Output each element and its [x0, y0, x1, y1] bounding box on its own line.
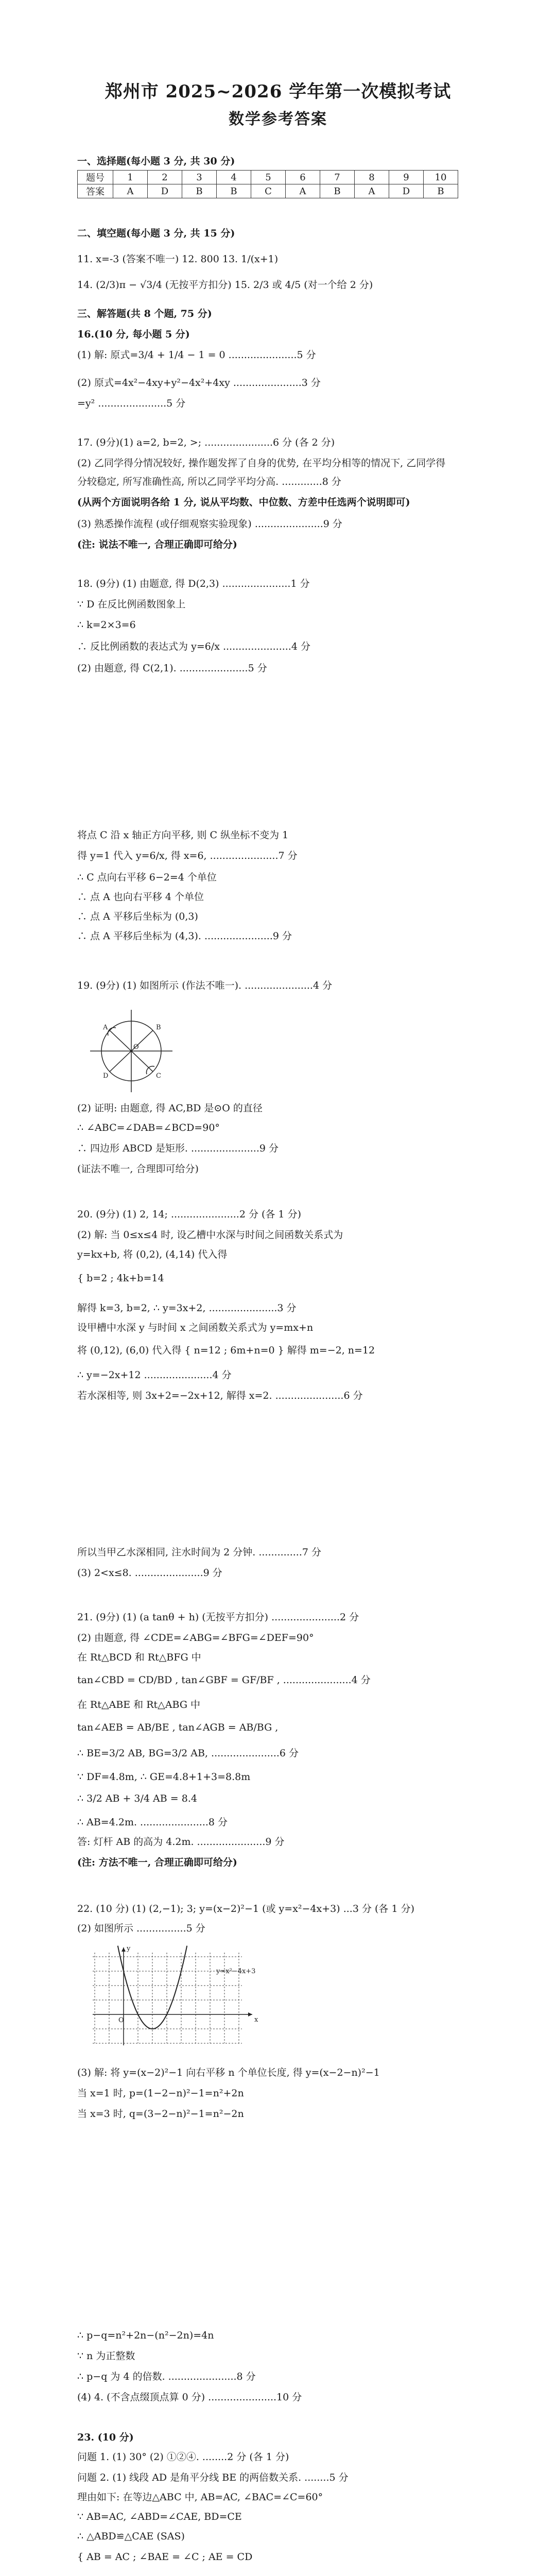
- answer-line: 在 Rt△ABE 和 Rt△ABG 中: [77, 1699, 201, 1710]
- table-cell: D: [148, 184, 182, 198]
- answer-line: y=kx+b, 将 (0,2), (4,14) 代入得: [77, 1249, 228, 1260]
- table-cell: C: [251, 184, 286, 198]
- answer-table: [77, 170, 458, 198]
- table-cell: 3: [182, 171, 217, 184]
- answer-line: 解得 k=3, b=2, ∴ y=3x+2, ......................3 分: [77, 1302, 297, 1314]
- answer-line: 若水深相等, 则 3x+2=−2x+12, 解得 x=2. ......................6 分: [77, 1390, 363, 1401]
- answer-line: 19. (9分) (1) 如图所示 (作法不唯一). ......................4 分: [77, 980, 333, 991]
- answer-line: ∴ BE=3/2 AB, BG=3/2 AB, ......................6 分: [77, 1748, 299, 1759]
- grading-note: (注: 说法不唯一, 合理正确即可给分): [77, 539, 237, 550]
- section3-heading: 三、解答题(共 8 个题, 75 分): [77, 308, 212, 319]
- section1-heading: 一、选择题(每小题 3 分, 共 30 分): [77, 156, 235, 167]
- answer-line: 22. (10 分) (1) (2,−1); 3; y=(x−2)²−1 (或 y=x²−4x+3) ...3 分 (各 1 分): [77, 1903, 414, 1914]
- table-row: [78, 184, 458, 198]
- answer-line: ∴ △ABD≌△CAE (SAS): [77, 2531, 185, 2542]
- exam-subtitle: 数学参考答案: [229, 110, 327, 128]
- svg-text:y: y: [127, 1945, 131, 1953]
- answer-line: 将 (0,12), (6,0) 代入得 { n=12 ; 6m+n=0 } 解得 m=−2, n=12: [77, 1345, 375, 1356]
- table-cell: A: [355, 184, 389, 198]
- answer-line: 答: 灯杆 AB 的高为 4.2m. ......................9 分: [77, 1836, 285, 1848]
- answer-line: tan∠AEB = AB/BE , tan∠AGB = AB/BG ,: [77, 1722, 279, 1733]
- answer-line: (3) 解: 将 y=(x−2)²−1 向右平移 n 个单位长度, 得 y=(x−2−n)²−1: [77, 2067, 380, 2078]
- answer-line: { AB = AC ; ∠BAE = ∠C ; AE = CD: [77, 2551, 253, 2563]
- answer-line: (2) 原式=4x²−4xy+y²−4x²+4xy ......................3 分: [77, 377, 321, 388]
- answer-line: 分较稳定, 所写准确性高, 所以乙同学平均分高. .............8 分: [77, 476, 341, 487]
- table-cell: 6: [286, 171, 320, 184]
- grading-note: (注: 方法不唯一, 合理正确即可给分): [77, 1857, 237, 1868]
- q16-heading: 16.(10 分, 每小题 5 分): [77, 329, 190, 340]
- answer-line: { b=2 ; 4k+b=14: [77, 1273, 164, 1284]
- answer-line: ∵ n 为正整数: [77, 2350, 135, 2362]
- circle-construction-figure: [80, 1005, 183, 1097]
- answer-line: ∵ D 在反比例函数图象上: [77, 599, 186, 610]
- answer-line: ∵ AB=AC, ∠ABD=∠CAE, BD=CE: [77, 2511, 242, 2522]
- svg-text:x: x: [254, 2016, 258, 2024]
- table-cell: 7: [320, 171, 355, 184]
- answer-line: 问题 1. (1) 30° (2) ①②④. ........2 分 (各 1 分): [77, 2451, 289, 2463]
- table-cell: 题号: [78, 171, 113, 184]
- table-cell: 答案: [78, 184, 113, 198]
- fill-line: 14. (2/3)π − √3/4 (无按平方扣分) 15. 2/3 或 4/5 (对一个给 2 分): [77, 279, 373, 291]
- table-cell: A: [286, 184, 320, 198]
- answer-line: ∴ p−q=n²+2n−(n²−2n)=4n: [77, 2330, 214, 2341]
- answer-line: 20. (9分) (1) 2, 14; ......................2 分 (各 1 分): [77, 1209, 301, 1220]
- answer-line: ∴ AB=4.2m. ......................8 分: [77, 1817, 228, 1828]
- answer-line: (2) 证明: 由题意, 得 AC,BD 是⊙O 的直径: [77, 1103, 263, 1114]
- answer-line: (1) 解: 原式=3/4 + 1/4 − 1 = 0 ......................5 分: [77, 349, 316, 361]
- svg-text:B: B: [156, 1024, 161, 1031]
- answer-line: (2) 乙同学得分情况较好, 操作题发挥了自身的优势, 在平均分相等的情况下, 乙同学得: [77, 457, 446, 469]
- answer-line: (3) 熟悉操作流程 (或仔细观察实验现象) ......................9 分: [77, 518, 342, 530]
- q23-heading: 23. (10 分): [77, 2432, 134, 2443]
- table-row: [78, 171, 458, 184]
- grading-note: (证法不唯一, 合理即可给分): [77, 1163, 199, 1175]
- svg-text:C: C: [156, 1072, 161, 1080]
- grading-note: (从两个方面说明各给 1 分, 说从平均数、中位数、方差中任选两个说明即可): [77, 497, 410, 508]
- answer-line: ∴ 反比例函数的表达式为 y=6/x ......................4 分: [77, 641, 310, 652]
- answer-line: 在 Rt△BCD 和 Rt△BFG 中: [77, 1652, 201, 1663]
- answer-line: ∴ 点 A 也向右平移 4 个单位: [77, 891, 204, 903]
- answer-line: ∴ 3/2 AB + 3/4 AB = 8.4: [77, 1793, 197, 1804]
- answer-line: ∴ ∠ABC=∠DAB=∠BCD=90°: [77, 1122, 220, 1133]
- table-cell: B: [320, 184, 355, 198]
- answer-line: 理由如下: 在等边△ABC 中, AB=AC, ∠BAC=∠C=60°: [77, 2492, 323, 2503]
- svg-text:O: O: [118, 2016, 124, 2024]
- answer-line: 所以当甲乙水深相同, 注水时间为 2 分钟. ..............7 分: [77, 1547, 322, 1558]
- answer-line: ∴ 四边形 ABCD 是矩形. ......................9 分: [77, 1143, 279, 1154]
- table-cell: B: [424, 184, 458, 198]
- svg-text:D: D: [103, 1072, 109, 1080]
- answer-line: (3) 2<x≤8. ......................9 分: [77, 1567, 222, 1579]
- answer-line: 18. (9分) (1) 由题意, 得 D(2,3) ......................1 分: [77, 578, 310, 589]
- answer-line: ∴ 点 A 平移后坐标为 (4,3). ......................9 分: [77, 930, 292, 942]
- answer-line: (2) 解: 当 0≤x≤4 时, 设乙槽中水深与时间之间函数关系式为: [77, 1229, 343, 1241]
- fill-line: 11. x=-3 (答案不唯一) 12. 800 13. 1/(x+1): [77, 253, 279, 265]
- answer-line: 得 y=1 代入 y=6/x, 得 x=6, ......................7 分: [77, 850, 298, 861]
- answer-line: 设甲槽中水深 y 与时间 x 之间函数关系式为 y=mx+n: [77, 1322, 314, 1333]
- answer-line: ∴ C 点向右平移 6−2=4 个单位: [77, 872, 217, 883]
- answer-line: ∴ p−q 为 4 的倍数. ......................8 分: [77, 2371, 256, 2382]
- table-cell: 10: [424, 171, 458, 184]
- answer-line: 问题 2. (1) 线段 AD 是角平分线 BE 的两倍数关系. ........5 分: [77, 2472, 349, 2483]
- answer-line: ∴ k=2×3=6: [77, 619, 136, 631]
- answer-line: ∴ 点 A 平移后坐标为 (0,3): [77, 911, 198, 922]
- table-cell: 5: [251, 171, 286, 184]
- answer-line: 当 x=1 时, p=(1−2−n)²−1=n²+2n: [77, 2088, 244, 2099]
- svg-text:A: A: [103, 1024, 108, 1031]
- table-cell: 1: [113, 171, 148, 184]
- answer-line: 当 x=3 时, q=(3−2−n)²−1=n²−2n: [77, 2108, 244, 2120]
- section2-heading: 二、填空题(每小题 3 分, 共 15 分): [77, 228, 235, 239]
- answer-line: 21. (9分) (1) (a tanθ + h) (无按平方扣分) ......................2 分: [77, 1612, 359, 1623]
- answer-line: ∴ y=−2x+12 ......................4 分: [77, 1369, 232, 1381]
- answer-line: =y² ......................5 分: [77, 398, 186, 409]
- table-cell: 4: [217, 171, 251, 184]
- answer-line: 17. (9分)(1) a=2, b=2, >; ......................6 分 (各 2 分): [77, 437, 335, 448]
- table-cell: B: [182, 184, 217, 198]
- table-cell: D: [389, 184, 424, 198]
- curve-label: y=x²−4x+3: [216, 1968, 256, 1975]
- table-cell: 8: [355, 171, 389, 184]
- svg-text:O: O: [133, 1043, 139, 1051]
- answer-line: ∵ DF=4.8m, ∴ GE=4.8+1+3=8.8m: [77, 1771, 251, 1783]
- exam-title: 郑州市 2025~2026 学年第一次模拟考试: [105, 81, 451, 102]
- table-cell: 2: [148, 171, 182, 184]
- answer-line: (2) 由题意, 得 ∠CDE=∠ABG=∠BFG=∠DEF=90°: [77, 1632, 314, 1643]
- answer-line: tan∠CBD = CD/BD , tan∠GBF = GF/BF , ......................4 分: [77, 1674, 371, 1686]
- answer-line: (2) 如图所示 ................5 分: [77, 1923, 205, 1934]
- answer-line: 将点 C 沿 x 轴正方向平移, 则 C 纵坐标不变为 1: [77, 829, 289, 841]
- answer-line: (2) 由题意, 得 C(2,1). ......................5 分: [77, 663, 267, 674]
- table-cell: 9: [389, 171, 424, 184]
- table-cell: B: [217, 184, 251, 198]
- table-cell: A: [113, 184, 148, 198]
- answer-line: (4) 4. (不含点缀顶点算 0 分) ......................10 分: [77, 2392, 302, 2403]
- parabola-graph: [88, 1942, 263, 2050]
